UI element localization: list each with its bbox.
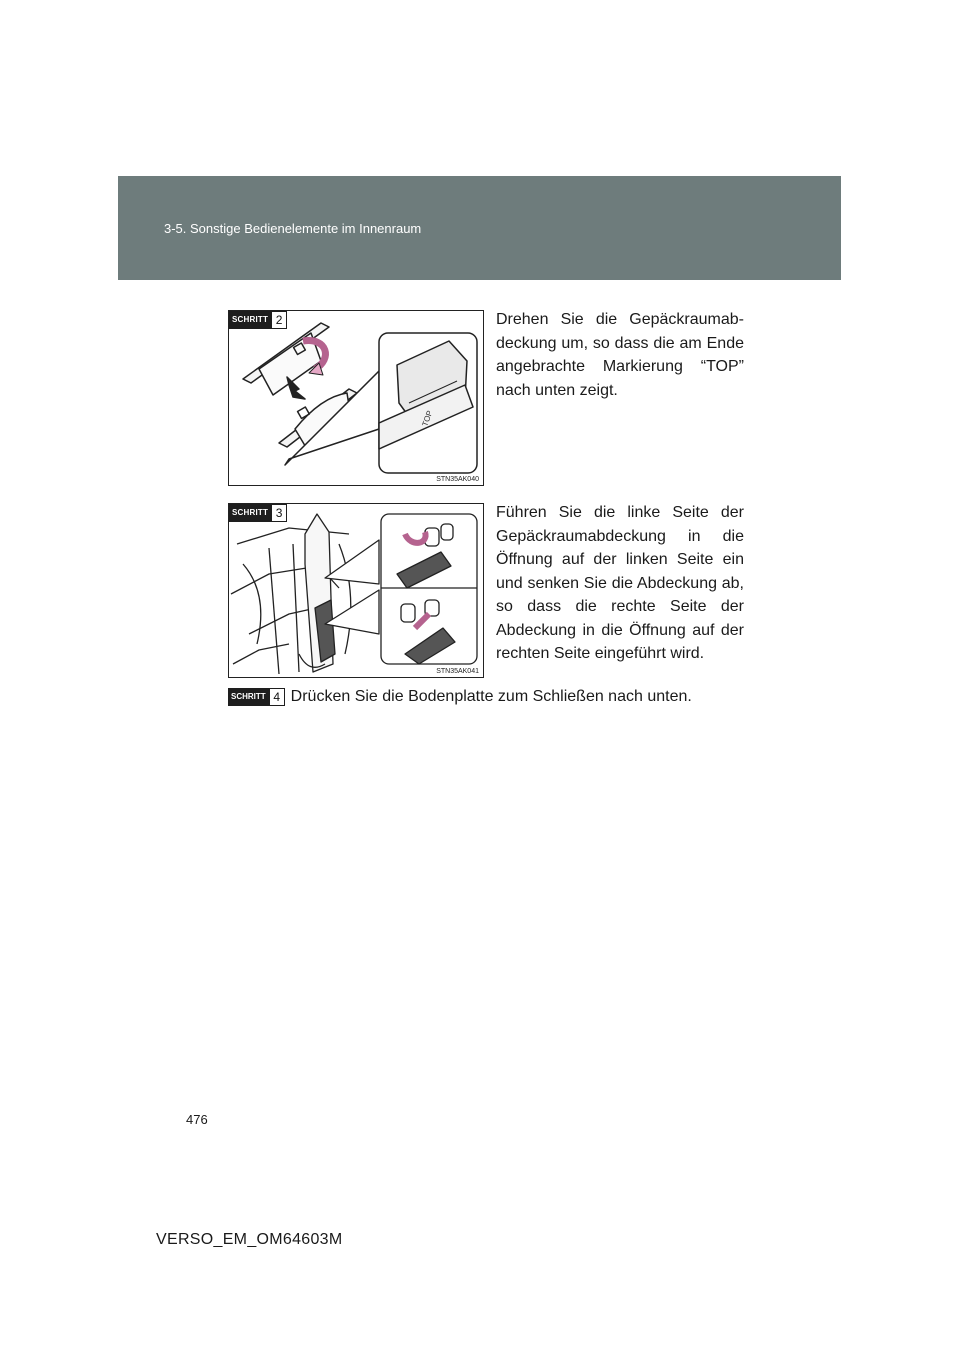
page-number: 476 <box>186 1112 208 1127</box>
step-badge-number: 3 <box>271 504 287 522</box>
step-badge-label: SCHRITT <box>229 504 271 522</box>
step-badge-number: 4 <box>269 688 285 706</box>
cargo-insert-illustration <box>229 504 484 678</box>
step-2-badge <box>229 311 287 329</box>
step-4-text: Drücken Sie die Bodenplatte zum Schließen nach unten. <box>290 688 692 705</box>
step-badge-label: SCHRITT <box>228 688 269 706</box>
figure-code: STN35AK041 <box>436 668 479 675</box>
step-3-badge <box>229 504 287 522</box>
figure-step-2 <box>228 310 484 486</box>
document-code: VERSO_EM_OM64603M <box>156 1231 343 1248</box>
step-badge-label: SCHRITT <box>229 311 271 329</box>
cover-flip-illustration <box>229 311 484 486</box>
step-4-badge <box>228 688 285 706</box>
step-2-text: Drehen Sie die Gepäckraumabdeckung um, so dass die am Ende angebrachte Markierung “TOP” nach unten zeigt. <box>496 311 744 399</box>
section-title: 3-5. Sonstige Bedienelemente im Innenraum <box>164 221 422 236</box>
section-header <box>118 176 841 280</box>
top-marking-label: TOP <box>420 409 435 428</box>
step-badge-number: 2 <box>271 311 287 329</box>
step-3-text: Führen Sie die linke Seite der Gepäckraumabdeckung in die Öffnung auf der linken Seite ein und senken Sie die Abdeckung ab, so dass die rechte Seite der Abdeckung in die Öffnung auf der rechten Seite eingeführt wird. <box>496 504 744 662</box>
figure-step-3 <box>228 503 484 678</box>
step-4 <box>228 688 692 706</box>
figure-code: STN35AK040 <box>436 476 479 483</box>
